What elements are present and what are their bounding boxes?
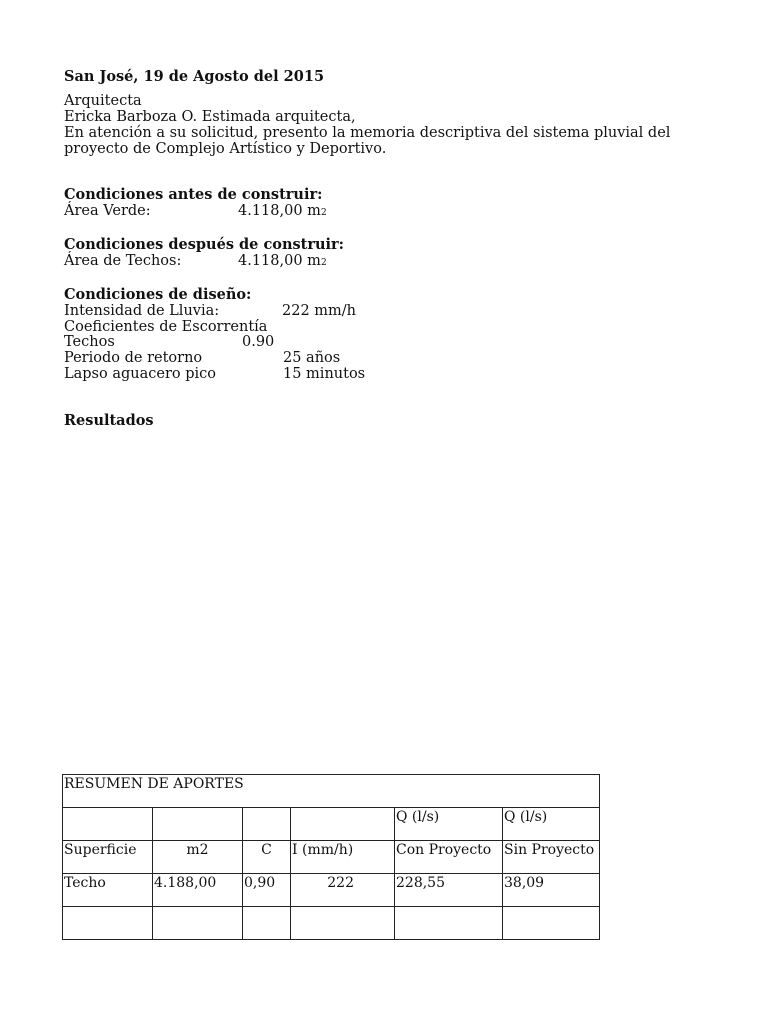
table-cell: Q (l/s) xyxy=(395,808,503,841)
intro-line-1: En atención a su solicitud, presento la memoria descriptiva del sistema pluvial del xyxy=(64,125,671,141)
lapse-value: 15 minutos xyxy=(283,366,366,382)
return-label: Periodo de retorno xyxy=(64,350,203,366)
table-cell xyxy=(503,907,600,940)
table-header-row xyxy=(63,841,600,874)
table-cell: 0,90 xyxy=(243,874,291,907)
table-empty-row xyxy=(63,907,600,940)
summary-table xyxy=(62,774,600,940)
recipient-line: Ericka Barboza O. Estimada arquitecta, xyxy=(64,109,356,125)
table-header-cell: Superficie xyxy=(63,841,153,874)
before-heading: Condiciones antes de construir: xyxy=(64,186,323,203)
after-label: Área de Techos: xyxy=(64,253,182,269)
table-cell: 222 xyxy=(291,874,395,907)
coef-label: Coeficientes de Escorrentía xyxy=(64,319,268,335)
table-cell: 4.188,00 xyxy=(153,874,243,907)
table-title-row xyxy=(63,775,600,808)
after-heading: Condiciones después de construir: xyxy=(64,236,345,253)
table-cell xyxy=(291,808,395,841)
after-value: 4.118,00 m2 xyxy=(238,253,327,269)
table-header-cell: Con Proyecto xyxy=(395,841,503,874)
lapse-label: Lapso aguacero pico xyxy=(64,366,216,382)
table-cell xyxy=(395,907,503,940)
design-heading: Condiciones de diseño: xyxy=(64,286,252,303)
table-header-cell: I (mm/h) xyxy=(291,841,395,874)
date-line: San José, 19 de Agosto del 2015 xyxy=(64,68,325,85)
table-header-cell: Sin Proyecto xyxy=(503,841,600,874)
results-heading: Resultados xyxy=(64,412,154,429)
table-cell xyxy=(243,907,291,940)
before-unit-sub: 2 xyxy=(320,208,327,218)
table-cell xyxy=(63,907,153,940)
after-unit-sub: 2 xyxy=(320,258,327,268)
roof-value: 0.90 xyxy=(242,334,275,350)
table-cell xyxy=(243,808,291,841)
table-cell xyxy=(63,808,153,841)
table-cell: 38,09 xyxy=(503,874,600,907)
before-label: Área Verde: xyxy=(64,203,151,219)
table-cell xyxy=(153,907,243,940)
table-cell: Techo xyxy=(63,874,153,907)
table-header-top-row xyxy=(63,808,600,841)
table-title: RESUMEN DE APORTES xyxy=(63,775,600,808)
roof-label: Techos xyxy=(64,334,115,350)
table-header-cell: m2 xyxy=(153,841,243,874)
table-cell xyxy=(291,907,395,940)
table-header-cell: C xyxy=(243,841,291,874)
rain-label: Intensidad de Lluvia: xyxy=(64,303,220,319)
return-value: 25 años xyxy=(283,350,341,366)
table-row xyxy=(63,874,600,907)
recipient-title: Arquitecta xyxy=(64,93,142,109)
intro-line-2: proyecto de Complejo Artístico y Deportivo. xyxy=(64,141,387,157)
before-value: 4.118,00 m2 xyxy=(238,203,327,219)
table-cell xyxy=(153,808,243,841)
rain-value: 222 mm/h xyxy=(282,303,357,319)
table-cell: Q (l/s) xyxy=(503,808,600,841)
table-cell: 228,55 xyxy=(395,874,503,907)
